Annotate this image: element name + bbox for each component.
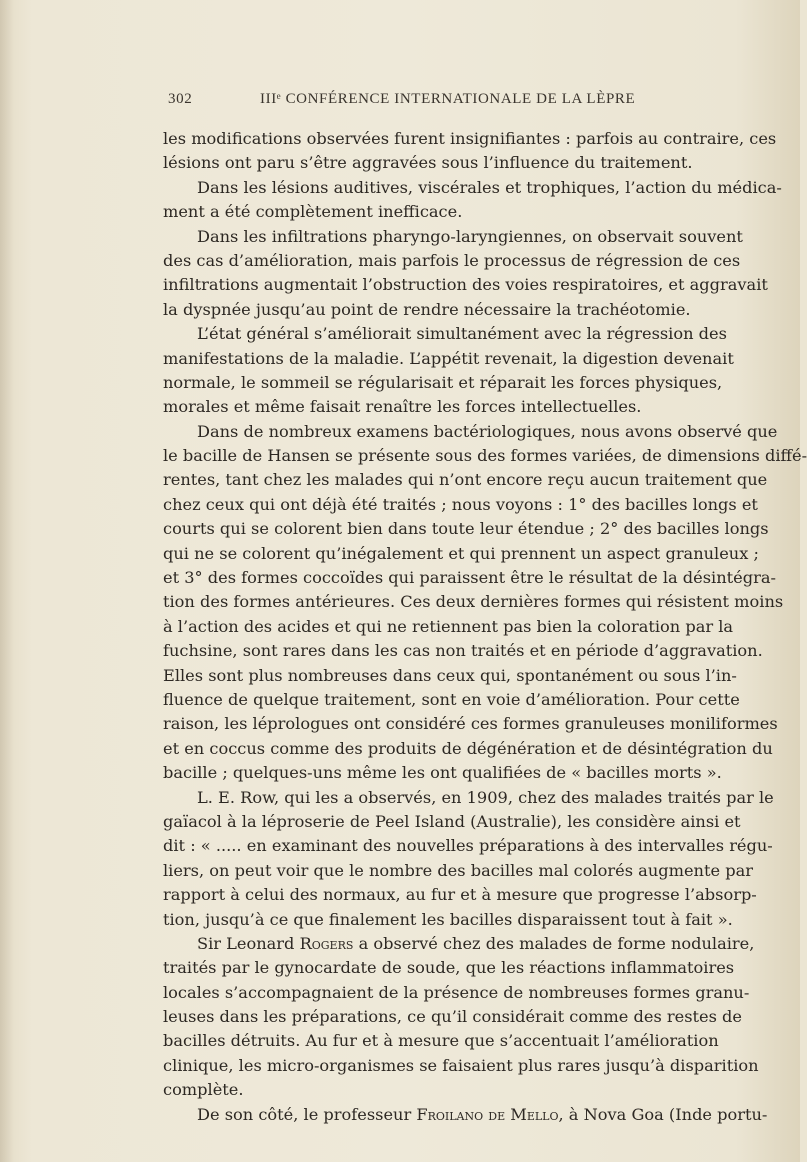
body-text — [163, 127, 807, 1127]
text-line: le bacille de Hansen se présente sous des formes variées, de dimensions diffé- — [163, 446, 807, 466]
text-line: rapport à celui des normaux, au fur et à mesure que progresse l’absorp- — [163, 885, 757, 905]
text-line: raison, les léprologues ont considéré ces formes granuleuses moniliformes — [163, 714, 778, 734]
text-line: manifestations de la maladie. L’appétit revenait, la digestion devenait — [163, 348, 734, 368]
page-number: 302 — [168, 91, 193, 107]
text-fragment: a observé chez des malades de forme nodulaire, — [358, 933, 755, 953]
text-line: rentes, tant chez les malades qui n’ont encore reçu aucun traitement que — [163, 470, 768, 490]
text-line: leuses dans les préparations, ce qu’il considérait comme des restes de — [163, 1007, 742, 1027]
text-line: traités par le gynocardate de soude, que les réactions inflammatoires — [163, 958, 735, 978]
text-line: tion des formes antérieures. Ces deux dernières formes qui résistent moins — [163, 592, 784, 612]
text-line: liers, on peut voir que le nombre des bacilles mal colorés augmente par — [163, 860, 753, 880]
running-head — [168, 91, 636, 113]
text-line: Dans les infiltrations pharyngo-laryngiennes, on observait souvent — [197, 226, 743, 246]
text-fragment: , à Nova Goa (Inde portu- — [558, 1104, 768, 1124]
text-line: courts qui se colorent bien dans toute leur étendue ; 2° des bacilles longs — [163, 519, 769, 539]
text-fragment: De son côté, le professeur — [197, 1104, 412, 1124]
text-line: fluence de quelque traitement, sont en voie d’amélioration. Pour cette — [163, 689, 740, 709]
text-line: infiltrations augmentait l’obstruction des voies respiratoires, et aggravait — [163, 275, 768, 295]
text-line: chez ceux qui ont déjà été traités ; nous voyons : 1° des bacilles longs et — [163, 494, 758, 514]
text-line: Dans de nombreux examens bactériologiques, nous avons observé que — [197, 421, 778, 441]
text-line: morales et même faisait renaître les forces intellectuelles. — [163, 397, 642, 417]
running-title: IIIᵉ CONFÉRENCE INTERNATIONALE DE LA LÈPRE — [260, 91, 636, 107]
text-line: à l’action des acides et qui ne retiennent pas bien la coloration par la — [163, 616, 734, 636]
text-line: L’état général s’améliorait simultanément avec la régression des — [197, 324, 727, 344]
text-line: fuchsine, sont rares dans les cas non traités et en période d’aggravation. — [163, 641, 763, 661]
text-line: des cas d’amélioration, mais parfois le processus de régression de ces — [163, 250, 741, 270]
text-line: dit : « ..... en examinant des nouvelles préparations à des intervalles régu- — [163, 836, 773, 856]
text-line: L. E. Row, qui les a observés, en 1909, chez des malades traités par le — [197, 787, 774, 807]
text-line — [163, 932, 755, 956]
page-spine-shadow — [0, 0, 14, 1162]
text-fragment: Sir Leonard — [197, 933, 295, 953]
text-line: les modifications observées furent insignifiantes : parfois au contraire, ces — [163, 129, 777, 148]
text-line — [163, 1103, 768, 1127]
text-line: complète. — [163, 1080, 244, 1100]
text-line: tion, jusqu’à ce que finalement les bacilles disparaissent tout à fait ». — [163, 909, 733, 929]
text-line: bacilles détruits. Au fur et à mesure que s’accentuait l’amélioration — [163, 1031, 719, 1051]
text-line: normale, le sommeil se régularisait et réparait les forces physiques, — [163, 372, 723, 392]
text-line: Dans les lésions auditives, viscérales et trophiques, l’action du médica- — [197, 177, 782, 197]
text-line: et 3° des formes coccoïdes qui paraissent être le résultat de la désintégra- — [163, 568, 776, 588]
text-line: clinique, les micro-organismes se faisaient plus rares jusqu’à disparition — [163, 1055, 759, 1075]
text-line: gaïacol à la léproserie de Peel Island (Australie), les considère ainsi et — [163, 811, 741, 831]
text-line: ment a été complètement inefficace. — [163, 202, 463, 222]
text-line: qui ne se colorent qu’inégalement et qui prennent un aspect granuleux ; — [163, 543, 759, 563]
author-name-froilano: Froilano de Mello — [416, 1104, 559, 1124]
text-line: Elles sont plus nombreuses dans ceux qui, spontanément ou sous l’in- — [163, 665, 737, 685]
author-name-rogers: Rogers — [299, 933, 354, 953]
text-line: locales s’accompagnaient de la présence de nombreuses formes granu- — [163, 982, 750, 1002]
text-line: et en coccus comme des produits de dégénération et de désintégration du — [163, 738, 773, 758]
text-line: lésions ont paru s’être aggravées sous l’influence du traitement. — [163, 153, 693, 173]
text-line: bacille ; quelques-uns même les ont qualifiées de « bacilles morts ». — [163, 763, 722, 783]
text-line: la dyspnée jusqu’au point de rendre nécessaire la trachéotomie. — [163, 299, 691, 319]
